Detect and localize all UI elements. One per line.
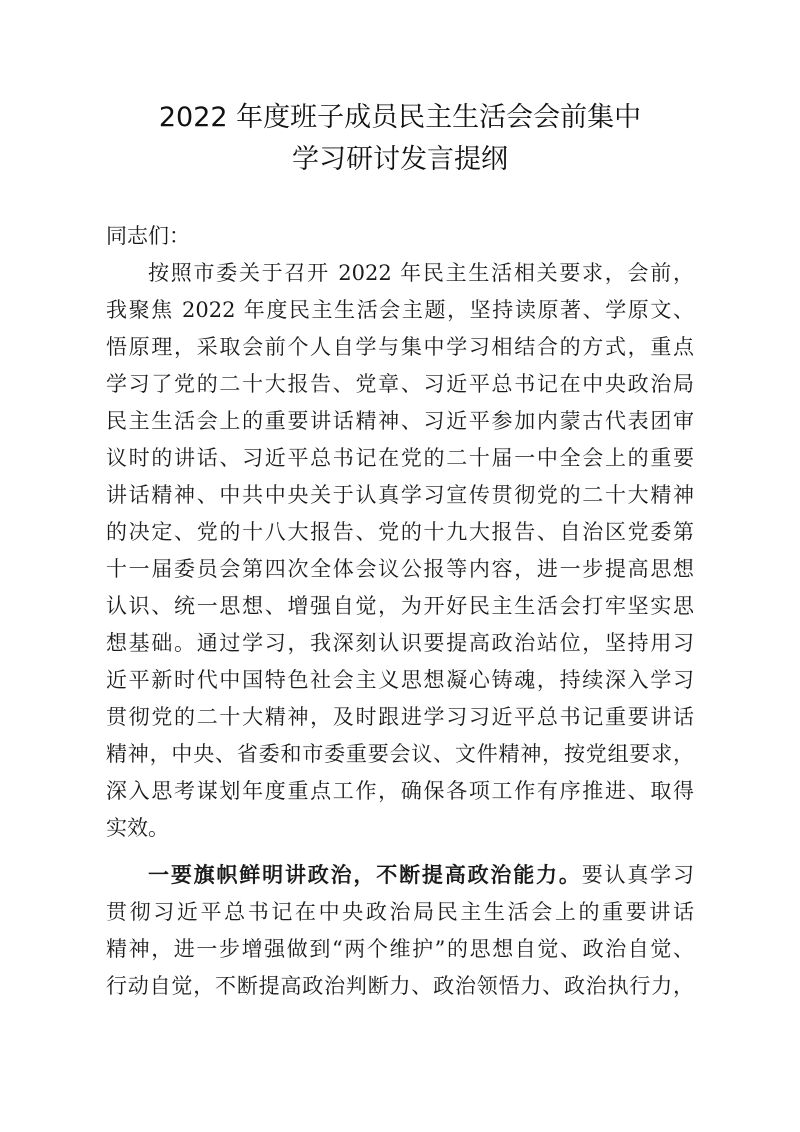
paragraph-line: 想基础。通过学习，我深刻认识要提高政治站位，坚持用习 [106, 631, 694, 655]
greeting [106, 218, 694, 255]
paragraph-line: 贯彻习近平总书记在中央政治局民主生活会上的重要讲话 [106, 900, 694, 924]
paragraph-line: 悟原理，采取会前个人自学与集中学习相结合的方式，重点 [106, 335, 694, 359]
document-title-line-2: 学习研讨发言提纲 [292, 144, 508, 175]
paragraph-line: 精神，中央、省委和市委重要会议、文件精神，按党组要求， [106, 742, 694, 766]
paragraph-line: 深入思考谋划年度重点工作，确保各项工作有序推进、取得 [106, 779, 694, 803]
greeting-text: 同志们： [106, 224, 190, 248]
paragraph-line: 按照市委关于召开 2022 年民主生活相关要求，会前， [148, 261, 694, 285]
paragraph-line: 认识、统一思想、增强自觉，为开好民主生活会打牢坚实思 [106, 594, 694, 618]
paragraph-line: 讲话精神、中共中央关于认真学习宣传贯彻党的二十大精神 [106, 483, 694, 507]
paragraph-line: 学习了党的二十大报告、党章、习近平总书记在中央政治局 [106, 372, 694, 396]
paragraph-line: 民主生活会上的重要讲话精神、习近平参加内蒙古代表团审 [106, 409, 694, 433]
paragraph-line: 贯彻党的二十大精神，及时跟进学习习近平总书记重要讲话 [106, 705, 694, 729]
paragraph-line: 十一届委员会第四次全体会议公报等内容，进一步提高思想 [106, 557, 694, 581]
paragraph-line: 近平新时代中国特色社会主义思想凝心铸魂，持续深入学习 [106, 668, 694, 692]
paragraph-line: 实效。 [106, 816, 169, 840]
paragraph-line: 行动自觉，不断提高政治判断力、政治领悟力、政治执行力， [106, 974, 694, 998]
paragraph-line: 的决定、党的十八大报告、党的十九大报告、自治区党委第 [106, 520, 694, 544]
paragraph-1 [106, 255, 694, 847]
paragraph-2 [106, 857, 694, 1005]
paragraph-line: 议时的讲话、习近平总书记在党的二十届一中全会上的重要 [106, 446, 694, 470]
paragraph-line: 精神，进一步增强做到“两个维护”的思想自觉、政治自觉、 [106, 937, 694, 961]
paragraph-lead-heading: 一要旗帜鲜明讲政治，不断提高政治能力。 [148, 863, 582, 887]
document-title-line-1: 2022 年度班子成员民主生活会会前集中 [158, 102, 642, 133]
paragraph-line-rest: 要认真学习 [581, 863, 695, 887]
paragraph-line: 我聚焦 2022 年度民主生活会主题，坚持读原著、学原文、 [106, 298, 694, 322]
paragraph-first-line [106, 857, 694, 894]
